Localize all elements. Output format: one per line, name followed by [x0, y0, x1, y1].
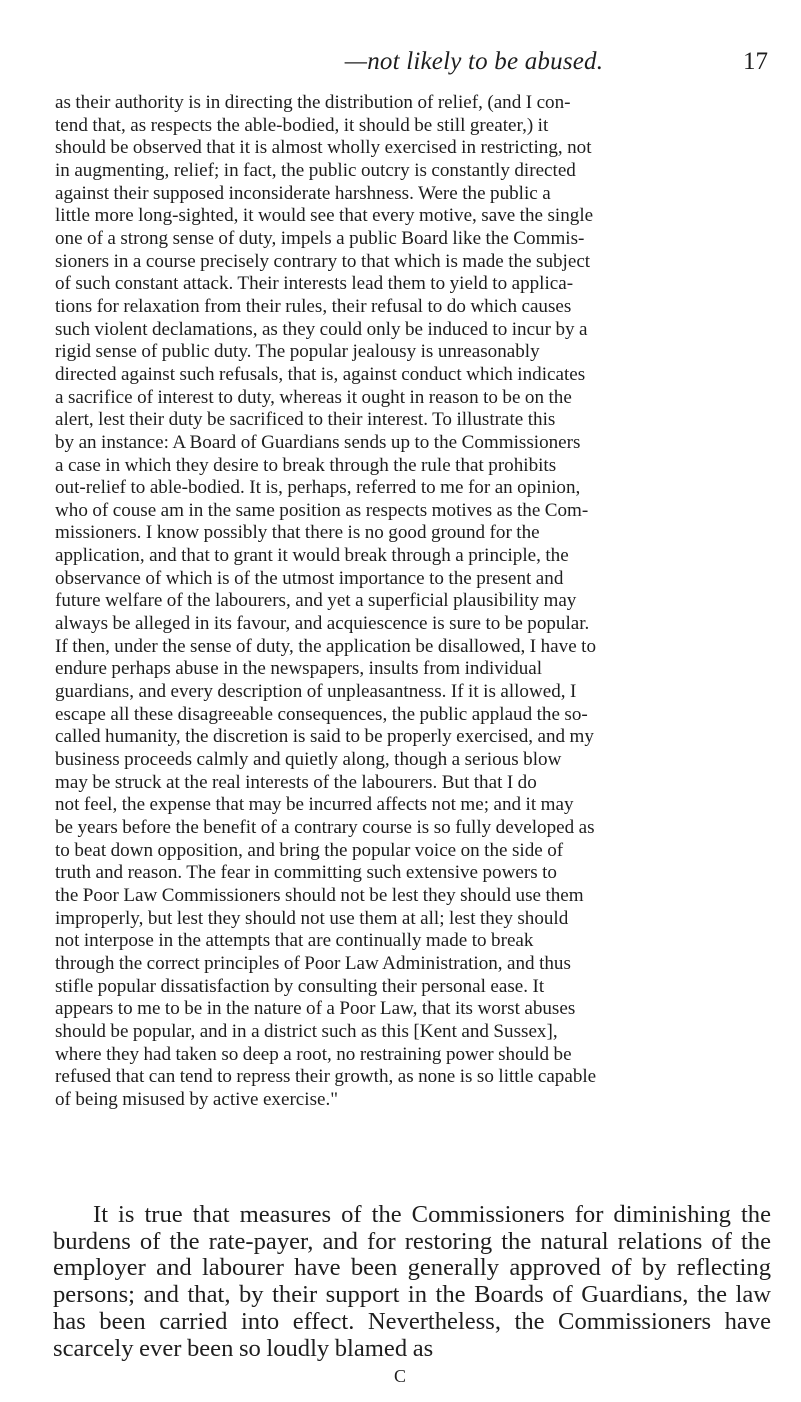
text-line: future welfare of the labourers, and yet a superficial plausibility may — [55, 590, 577, 612]
text-line: of such constant attack. Their interests lead them to yield to applica- — [55, 273, 574, 295]
text-line: refused that can tend to repress their growth, as none is so little capable — [55, 1066, 597, 1088]
text-line: who of couse am in the same position as respects motives as the Com- — [55, 499, 589, 521]
running-title: —not likely to be abused. — [344, 48, 604, 75]
text-line: missioners. I know possibly that there is no good ground for the — [55, 522, 540, 544]
text-line: observance of which is of the utmost importance to the present and — [55, 567, 564, 589]
text-line: little more long-sighted, it would see that every motive, save the single — [55, 205, 594, 227]
text-line: through the correct principles of Poor Law Administration, and thus — [55, 952, 571, 974]
text-line: rigid sense of public duty. The popular jealousy is unreasonably — [55, 341, 540, 363]
text-line: directed against such refusals, that is, against conduct which indicates — [55, 363, 586, 385]
text-line: be years before the benefit of a contrary course is so fully developed as — [55, 817, 595, 838]
text-line: to beat down opposition, and bring the popular voice on the side of — [55, 839, 564, 861]
text-line: where they had taken so deep a root, no restraining power should be — [55, 1043, 572, 1065]
text-line: a case in which they desire to break through the rule that prohibits — [55, 454, 557, 476]
text-line: stifle popular dissatisfaction by consulting their personal ease. It — [55, 975, 545, 997]
text-line: alert, lest their duty be sacrificed to their interest. To illustrate this — [55, 409, 556, 431]
page-number: 17 — [743, 48, 768, 75]
text-line: not feel, the expense that may be incurred affects not me; and it may — [55, 794, 574, 816]
text-line: appears to me to be in the nature of a Poor Law, that its worst abuses — [55, 998, 576, 1020]
text-line: business proceeds calmly and quietly along, though a serious blow — [55, 749, 562, 771]
text-line: out-relief to able-bodied. It is, perhaps, referred to me for an opinion, — [55, 477, 581, 499]
text-line: by an instance: A Board of Guardians sends up to the Commissioners — [55, 431, 581, 453]
signature-mark: C — [393, 1366, 407, 1386]
text-line: escape all these disagreeable consequences, the public applaud the so- — [55, 703, 588, 725]
text-line: called humanity, the discretion is said to be properly exercised, and my — [55, 726, 594, 748]
text-line: improperly, but lest they should not use them at all; lest they should — [55, 907, 569, 929]
text-line: application, and that to grant it would break through a principle, the — [55, 545, 569, 567]
text-line: truth and reason. The fear in committing such extensive powers to — [55, 862, 557, 884]
text-line: If then, under the sense of duty, the application be disallowed, I have to — [55, 635, 596, 657]
text-line: the Poor Law Commissioners should not be lest they should use them — [55, 884, 584, 906]
text-line: such violent declamations, as they could only be induced to incur by a — [55, 318, 588, 340]
text-line: tions for relaxation from their rules, their refusal to do which causes — [55, 295, 572, 317]
body-paragraph: It is true that measures of the Commissioners for diminishing the burdens of the rate-payer, and for restoring the natural relations of the employer and labourer have been generally approved of by reflecting persons; and that, by their support in the Boards of Guardians, the law has been carried into effect. Nevertheless, the Commissioners have scarcely ever been so loudly blamed as — [53, 1201, 771, 1362]
quoted-letter-paragraph — [55, 92, 771, 1112]
text-line: one of a strong sense of duty, impels a public Board like the Commis- — [55, 227, 585, 249]
text-line: sioners in a course precisely contrary to that which is made the subject — [55, 250, 591, 272]
text-line: guardians, and every description of unpleasantness. If it is allowed, I — [55, 681, 577, 703]
text-line: not interpose in the attempts that are continually made to break — [55, 930, 534, 952]
text-line: should be popular, and in a district such as this [Kent and Sussex], — [55, 1020, 558, 1042]
running-head — [92, 48, 768, 82]
text-line: endure perhaps abuse in the newspapers, insults from individual — [55, 658, 543, 680]
text-line: a sacrifice of interest to duty, whereas it ought in reason to be on the — [55, 386, 572, 408]
text-line: of being misused by active exercise." — [55, 1088, 339, 1110]
text-line: always be alleged in its favour, and acquiescence is sure to be popular. — [55, 613, 590, 635]
text-line: should be observed that it is almost wholly exercised in restricting, not — [55, 137, 592, 159]
text-line: as their authority is in directing the distribution of relief, (and I con- — [55, 92, 571, 113]
text-line: may be struck at the real interests of the labourers. But that I do — [55, 771, 537, 793]
text-line: tend that, as respects the able-bodied, it should be still greater,) it — [55, 114, 549, 136]
text-line: in augmenting, relief; in fact, the public outcry is constantly directed — [55, 159, 576, 181]
text-line: against their supposed inconsiderate harshness. Were the public a — [55, 182, 551, 204]
